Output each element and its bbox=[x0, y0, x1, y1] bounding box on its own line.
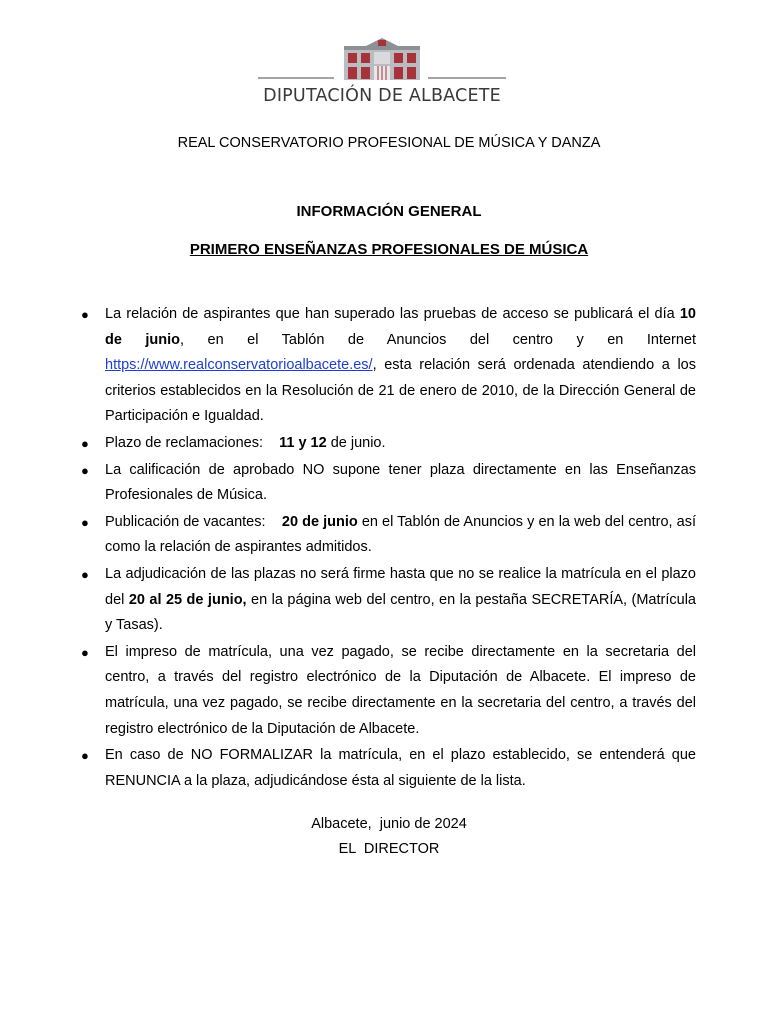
item-text: , en el Tablón de Anuncios del centro y en Internet bbox=[180, 331, 696, 348]
item-text: Plazo de reclamaciones: bbox=[105, 434, 280, 451]
item-text: La relación de aspirantes que han superado las pruebas de acceso se publicará el día bbox=[105, 306, 680, 322]
bullet-icon: ● bbox=[81, 435, 89, 451]
list-item bbox=[79, 743, 696, 794]
item-bold-text: 20 al 25 de junio, bbox=[128, 591, 247, 608]
item-text: La calificación de aprobado NO supone tener plaza directamente en las Enseñanzas Profesionales de Música. bbox=[105, 461, 696, 504]
document-subtitle: PRIMERO ENSEÑANZAS PROFESIONALES DE MÚSICA bbox=[189, 241, 589, 258]
bullet-icon: ● bbox=[81, 462, 89, 478]
list-item bbox=[79, 458, 696, 509]
item-bold-text: 10 de junio bbox=[105, 306, 696, 348]
item-bold-text: 11 y 12 bbox=[279, 434, 327, 451]
list-item bbox=[79, 510, 696, 561]
diputacion-logo bbox=[256, 36, 508, 108]
bullet-icon: ● bbox=[81, 307, 89, 322]
bullet-icon: ● bbox=[81, 514, 89, 530]
website-link[interactable]: https://www.realconservatorioalbacete.es/ bbox=[105, 357, 373, 374]
bullet-icon: ● bbox=[81, 748, 89, 764]
list-item bbox=[79, 431, 696, 457]
item-text: de junio. bbox=[326, 434, 386, 451]
bullet-icon: ● bbox=[81, 566, 89, 582]
building-emblem-icon bbox=[256, 36, 508, 84]
item-text: En caso de NO FORMALIZAR la matrícula, en el plazo establecido, se entenderá que RENUNCIA a la plaza, adjudicándose ésta al siguiente de la lista. bbox=[105, 747, 696, 789]
school-name: REAL CONSERVATORIO PROFESIONAL DE MÚSICA Y DANZA bbox=[177, 135, 601, 151]
org-name: DIPUTACIÓN DE ALBACETE bbox=[263, 86, 501, 106]
bullet-icon: ● bbox=[81, 644, 89, 660]
item-text: en la página web del centro, en la pestaña SECRETARÍA, (Matrícula y Tasas). bbox=[105, 591, 696, 634]
info-list bbox=[79, 302, 696, 795]
item-text: Publicación de vacantes: bbox=[105, 513, 282, 530]
item-text: , esta relación será ordenada atendiendo a los criterios establecidos en la Resolución de 21 de enero de 2010, de la Dirección General de Participación e Igualdad. bbox=[105, 357, 696, 425]
signature-title: EL DIRECTOR bbox=[338, 841, 440, 857]
document-title: INFORMACIÓN GENERAL bbox=[296, 203, 482, 220]
list-item bbox=[79, 640, 696, 742]
item-text: El impreso de matrícula, una vez pagado, se recibe directamente en la secretaria del centro, a través del registro electrónico de la Diputación de Albacete. El impreso de matrícula, una vez pagado, se recibe directamente en la secretaria del centro, a través del registro electrónico de la Diputación de Albacete. bbox=[105, 643, 696, 737]
list-item bbox=[79, 562, 696, 639]
item-text: La adjudicación de las plazas no será firme hasta que no se realice la matrícula en el plazo del bbox=[105, 565, 696, 608]
list-item bbox=[79, 302, 696, 430]
item-bold-text: 20 de junio bbox=[281, 513, 358, 530]
place-date: Albacete, junio de 2024 bbox=[311, 816, 467, 832]
item-text: en el Tablón de Anuncios y en la web del centro, así como la relación de aspirantes admitidos. bbox=[105, 513, 696, 556]
